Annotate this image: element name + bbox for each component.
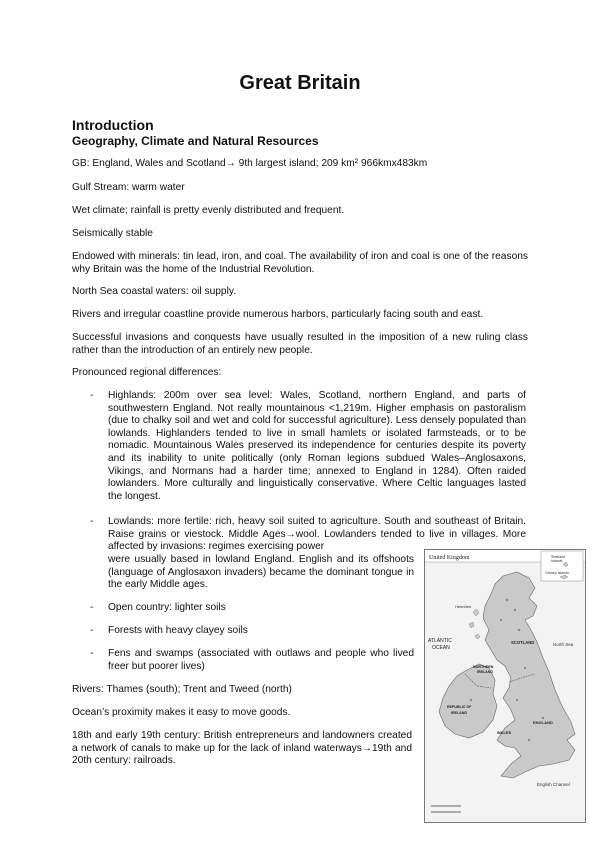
map-label-scotland: SCOTLAND — [511, 640, 535, 645]
paragraph-canals: 18th and early 19th century: British entrepreneurs and landowners created a network of canals to make up for the lack of inland waterways→19th and 20th century: railroads. — [72, 730, 412, 767]
paragraph-invasions: Successful invasions and conquests have usually resulted in the imposition of a new ruling class rather than the introduction of an entirely new people. — [72, 332, 528, 356]
list-item-lowlands-continued: were usually based in lowland England. English and its offshoots (language of Anglosaxon invaders) became the dominant tongue in the early Middle ages. — [108, 554, 414, 591]
map-title: United Kingdom — [429, 555, 470, 561]
list-bullet: - — [90, 602, 94, 613]
map-label-shetland: Shetland — [551, 555, 566, 559]
list-bullet: - — [90, 648, 94, 659]
map-label-orkney: Orkney Islands — [545, 571, 569, 575]
list-item-forests: Forests with heavy clayey soils — [108, 625, 248, 636]
paragraph-coastline: Rivers and irregular coastline provide numerous harbors, particularly facing south and east. — [72, 309, 484, 320]
page-title: Great Britain — [239, 72, 361, 94]
list-item-open-country: Open country: lighter soils — [108, 602, 226, 613]
list-bullet: - — [90, 516, 94, 527]
map-label-northern-ireland: NORTHERN — [473, 665, 494, 669]
map-label-republic-of-ireland-2: IRELAND — [451, 711, 467, 715]
paragraph-gb: GB: England, Wales and Scotland→ 9th largest island; 209 km² 966kmx483km — [72, 158, 428, 169]
uk-map — [424, 549, 586, 823]
list-item-highlands: Highlands: 200m over sea level: Wales, Scotland, northern England, and parts of southwestern England. Not really mountainous <1,219m. Higher emphasis on pastoralism (due to chalky soil and wet and cold for successful agriculture). Less densely populated than lowlands. Highlanders tended to live in small hamlets or isolated farmsteads, or to be nomadic. Mountainous Wales preserved its independence for centuries despite its poverty and its inability to unite politically (only Roman legions subdued Wales–Anglosaxons, Vikings, and Normans had a harder time; annexed to England in 1284). Often raided lowlanders. More culturally and linguistically conservative. Where Celtic languages lasted the longest. — [108, 390, 526, 502]
paragraph-seismic: Seismically stable — [72, 228, 153, 239]
paragraph-minerals: Endowed with minerals: tin lead, iron, and coal. The availability of iron and coal is one of the reasons why Britain was the home of the Industrial Revolution. — [72, 251, 528, 275]
map-label-england: ENGLAND — [533, 720, 553, 725]
map-ireland — [439, 664, 497, 738]
list-item-lowlands: Lowlands: more fertile: rich, heavy soil suited to agriculture. South and southeast of Britain. Raise grains or viestock. Middle Ages→wool. Lowlanders tended to live in villages. More affected by invasions: regimes exercising power — [108, 516, 526, 553]
list-item-fens: Fens and swamps (associated with outlaws and people who lived freer but poorer lives) — [108, 648, 414, 672]
map-label-atlantic: ATLANTIC — [428, 638, 452, 644]
map-label-english-channel: English Channel — [537, 782, 570, 787]
map-label-wales: WALES — [497, 730, 512, 735]
map-great-britain — [483, 572, 575, 778]
subsection-heading: Geography, Climate and Natural Resources — [72, 134, 319, 148]
paragraph-ocean: Ocean’s proximity makes it easy to move goods. — [72, 707, 291, 718]
paragraph-rivers: Rivers: Thames (south); Trent and Tweed (north) — [72, 684, 292, 695]
map-label-ocean: OCEAN — [432, 645, 450, 651]
section-heading: Introduction — [72, 117, 154, 133]
map-label-shetland-2: Islands — [551, 559, 563, 563]
paragraph-north-sea: North Sea coastal waters: oil supply. — [72, 286, 237, 297]
list-bullet: - — [90, 625, 94, 636]
map-label-northern-ireland-2: IRELAND — [477, 670, 493, 674]
map-label-republic-of-ireland: REPUBLIC OF — [447, 705, 472, 709]
map-label-north-sea: North Sea — [553, 642, 574, 647]
map-label-hebrides: Hebrides — [455, 604, 472, 609]
paragraph-regional: Pronounced regional differences: — [72, 367, 222, 378]
uk-map-graphic — [425, 550, 585, 822]
paragraph-gulf-stream: Gulf Stream: warm water — [72, 182, 185, 193]
paragraph-wet-climate: Wet climate; rainfall is pretty evenly distributed and frequent. — [72, 205, 345, 216]
list-bullet: - — [90, 390, 94, 401]
